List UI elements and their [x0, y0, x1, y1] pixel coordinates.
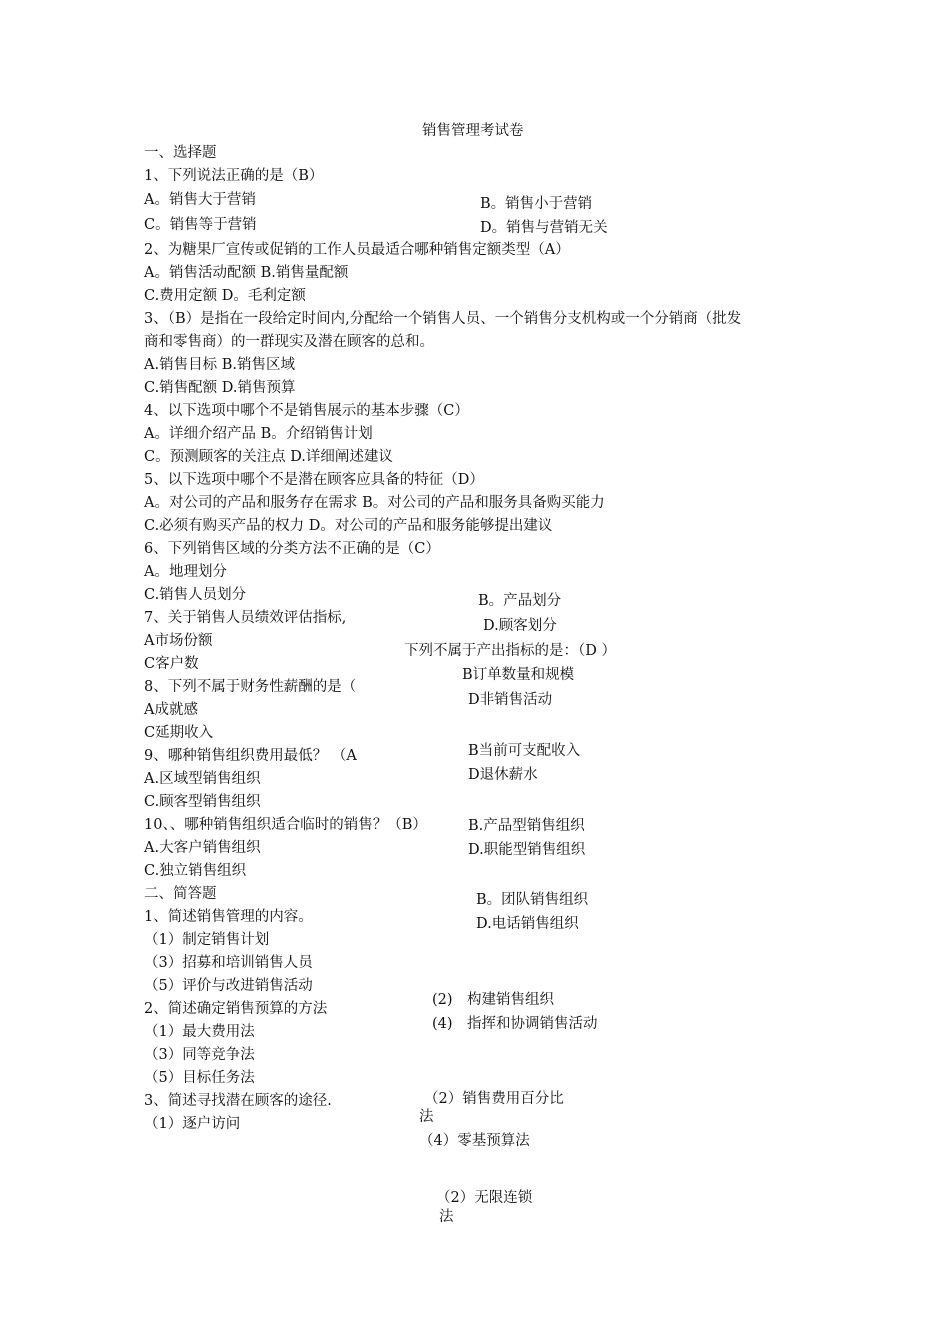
s1-item-3: （3）招募和培训销售人员 [144, 955, 313, 971]
question-1: 1、下列说法正确的是（B） [144, 168, 324, 184]
q5-options-cd: C.必须有购买产品的权力 D。对公司的产品和服务能够提出建议 [144, 518, 553, 534]
s1-item-2: (2) 构建销售组织 [432, 992, 555, 1008]
question-10: 10、、哪种销售组织适合临时的销售？（B） [144, 817, 427, 833]
question-7-start: 7、关于销售人员绩效评估指标, [144, 610, 347, 626]
s2-item-4: （4）零基预算法 [419, 1133, 530, 1149]
section-heading-choice: 一、选择题 [144, 145, 217, 161]
s2-item-3: （3）同等竞争法 [144, 1047, 255, 1063]
q4-options-cd: C。预测顾客的关注点 D.详细阐述建议 [144, 449, 393, 465]
q7-option-d: D非销售活动 [468, 692, 553, 708]
q2-options-cd: C.费用定额 D。毛利定额 [144, 288, 306, 304]
q7-option-c: C客户数 [144, 656, 199, 672]
s3-item-2-line1: （2）无限连锁 [436, 1190, 533, 1206]
question-3-line1: 3、（B）是指在一段给定时间内,分配给一个销售人员、一个销售分支机构或一个分销商（批发 [144, 311, 742, 327]
question-5: 5、以下选项中哪个不是潜在顾客应具备的特征（D） [144, 472, 484, 488]
question-9: 9、哪种销售组织费用最低？ （A [144, 748, 357, 764]
q6-option-c: C.销售人员划分 [144, 587, 247, 603]
s2-item-5: （5）目标任务法 [144, 1070, 255, 1086]
page-title: 销售管理考试卷 [422, 123, 524, 139]
question-6: 6、下列销售区域的分类方法不正确的是（C） [144, 541, 440, 557]
q8-option-a: A成就感 [144, 702, 198, 718]
q8-option-d: D退休薪水 [468, 767, 538, 783]
q9-option-c: C.顾客型销售组织 [144, 794, 261, 810]
question-2: 2、为糖果厂宣传或促销的工作人员最适合哪种销售定额类型（A） [144, 242, 570, 258]
q1-option-c: C。销售等于营销 [144, 217, 257, 233]
q9-option-d: D.职能型销售组织 [468, 842, 586, 858]
q1-option-d: D。销售与营销无关 [480, 220, 608, 236]
short-question-1: 1、简述销售管理的内容。 [144, 909, 313, 925]
q9-option-b: B.产品型销售组织 [468, 818, 585, 834]
s2-item-2-line1: （2）销售费用百分比 [424, 1091, 564, 1107]
q7-option-a: A市场份额 [144, 633, 213, 649]
s1-item-1: （1）制定销售计划 [144, 932, 270, 948]
short-question-2: 2、简述确定销售预算的方法 [144, 1001, 328, 1017]
q10-option-a: A.大客户销售组织 [144, 840, 261, 856]
q4-options-ab: A。详细介绍产品 B。介绍销售计划 [144, 426, 373, 442]
q8-option-c: C延期收入 [144, 725, 214, 741]
s2-item-1: （1）最大费用法 [144, 1024, 255, 1040]
q1-option-a: A。销售大于营销 [144, 192, 256, 208]
q6-option-a: A。地理划分 [144, 564, 227, 580]
q6-option-d: D.顾客划分 [483, 618, 557, 634]
q8-option-b: B当前可支配收入 [468, 743, 581, 759]
q2-options-ab: A。销售活动配额 B.销售量配额 [144, 265, 349, 281]
s2-item-2-line2: 法 [419, 1109, 434, 1125]
q5-options-ab: A。对公司的产品和服务存在需求 B。对公司的产品和服务具备购买能力 [144, 495, 605, 511]
q6-option-b: B。产品划分 [478, 593, 562, 609]
q1-option-b: B。销售小于营销 [480, 196, 593, 212]
s1-item-4: (4) 指挥和协调销售活动 [432, 1016, 598, 1032]
q7-option-b: B订单数量和规模 [462, 667, 575, 683]
question-7-end: 下列不属于产出指标的是：（D ） [404, 643, 616, 659]
q10-option-b: B。团队销售组织 [476, 892, 589, 908]
question-8: 8、下列不属于财务性薪酬的是（ [144, 679, 357, 695]
question-3-line2: 商和零售商）的一群现实及潜在顾客的总和。 [144, 334, 434, 350]
q10-option-c: C.独立销售组织 [144, 863, 247, 879]
question-4: 4、以下选项中哪个不是销售展示的基本步骤（C） [144, 403, 469, 419]
q10-option-d: D.电话销售组织 [476, 916, 579, 932]
short-question-3: 3、简述寻找潜在顾客的途径. [144, 1093, 332, 1109]
q9-option-a: A.区域型销售组织 [144, 771, 261, 787]
q3-options-ab: A.销售目标 B.销售区域 [144, 357, 295, 373]
s1-item-5: （5）评价与改进销售活动 [144, 978, 313, 994]
s3-item-2-line2: 法 [439, 1209, 454, 1225]
q3-options-cd: C.销售配额 D.销售预算 [144, 380, 296, 396]
s3-item-1: （1）逐户访问 [144, 1116, 241, 1132]
section-heading-short-answer: 二、简答题 [144, 886, 217, 902]
